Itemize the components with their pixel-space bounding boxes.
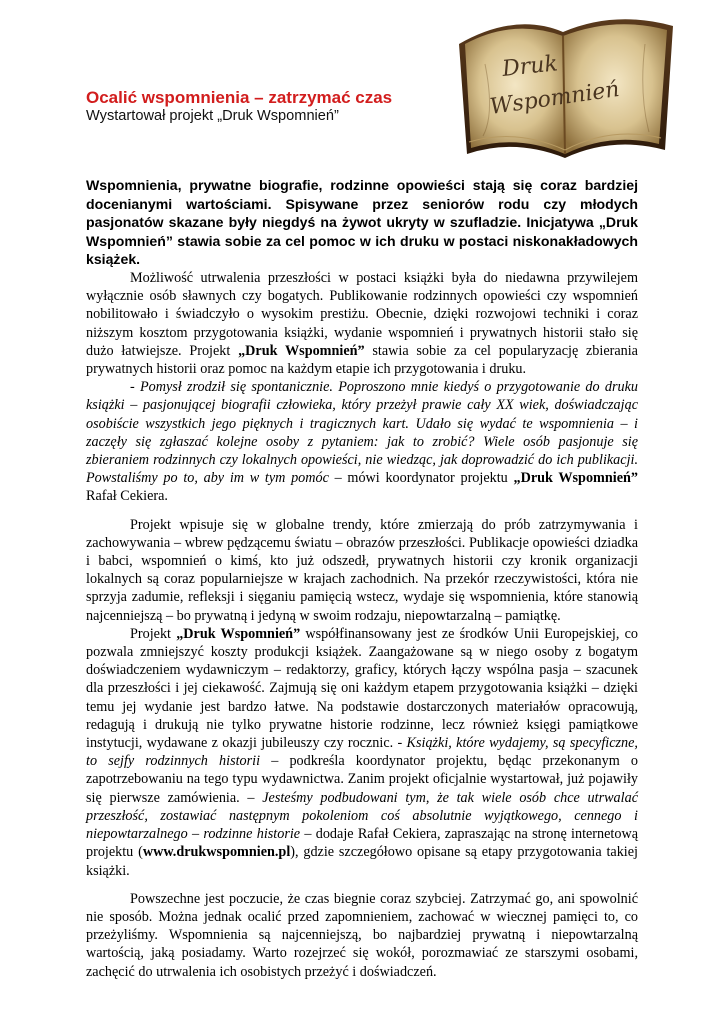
paragraph — [86, 269, 638, 378]
text-run: współfinansowany jest ze środków Unii Europejskiej, co pozwala zmniejszyć koszty produkcji książek. Zaangażowane są w niego osoby z bogatym doświadczeniem wydawniczym – redaktorzy, graficy, których łączy wspólna pasja – szacunek dla przeszłości i jej ciekawość. Zajmują się oni każdym etapem przygotowania książki – dzięki temu jej wydanie jest bardzo łatwe. Na podstawie dostarczonych materiałów opracowują, redagują i drukują nie tylko prywatne historie rodzinne, lecz również księgi pamiątkowe instytucji, wydawane z okazji jubileuszy czy rocznic. - — [86, 625, 638, 752]
quote: Książki, które wydajemy, są specyficzne, to sejfy rodzinnych historii — [86, 735, 638, 770]
logo-text-line1: Druk — [501, 51, 559, 82]
article-lead: Wspomnienia, prywatne biografie, rodzinne opowieści stają się coraz bardziej docenianymi wartościami. Spisywane przez seniorów rodu czy młodych pasjonatów skazane były niegdyś na żywot ukryty w szufladzie. Inicjatywa „Druk Wspomnień” stawia sobie za cel pomoc w ich druku w postaci niskonakładowych książek. — [86, 177, 638, 267]
text-run: Projekt — [130, 625, 177, 642]
text-run: – podkreśla koordynator projektu, będąc przekonanym o zapotrzebowaniu na tego typu wydawnictwa. Zanim projekt oficjalnie wystartował, już pojawiły się pierwsze zamówienia. – — [86, 753, 638, 806]
open-book-icon — [455, 4, 677, 162]
text-run: – dodaje Rafał Cekiera, zapraszając na stronę internetową projektu ( — [86, 826, 638, 861]
paragraph: Projekt wpisuje się w globalne trendy, które zmierzają do prób zatrzymywania i zachowywania – wbrew pędzącemu światu – obrazów przeszłości. Publikacje opowieści dziadka i babci, wspomnień o kimś, kto już odszedł, prywatnych historii czy kronik organizacji lokalnych są coraz popularniejsze w krajach zachodnich. Na przekór rzeczywistości, która nie sprzyja zadumie, refleksji i sięganiu pamięcią wstecz, wydaje się wspomnienia, które stanowią najcenniejszą – bo prywatną i jedyną w swoim rodzaju, niepowtarzalną – pamiątkę. — [86, 516, 638, 624]
article-title: Ocalić wspomnienia – zatrzymać czas — [86, 88, 393, 107]
article-body — [86, 269, 638, 981]
text-run: Możliwość utrwalenia przeszłości w postaci książki była do niedawna przywilejem wyłącznie osób sławnych czy bogatych. Publikowanie rodzinnych opowieści czy wspomnień nobilitowało i świadczyło o wysokim prestiżu. Obecnie, dzięki rozwojowi techniki i coraz niższym kosztom przygotowania książki, wydanie wspomnień i prywatnych historii stało się dużo łatwiejsze. Projekt — [86, 270, 638, 359]
text-run: stawia sobie za cel popularyzację zbierania prywatnych historii oraz pomoc na każdym etapie ich przygotowania i druku. — [86, 342, 638, 378]
quote: Jesteśmy podbudowani tym, że tak wiele osób chce utrwalać przeszłość, zostawiać następnym pokoleniom coś absolutnie wyjątkowego, cennego i niepowtarzalnego – rodzinne historie — [86, 789, 638, 843]
article-subtitle: Wystartował projekt „Druk Wspomnień” — [86, 108, 339, 124]
paragraph: Powszechne jest poczucie, że czas biegnie coraz szybciej. Zatrzymać go, ani spowolnić nie sposób. Można jednak ocalić przed zapomnieniem, zachować w wiecznej pamięci to, co przeżyliśmy. Wspomnienia są najcenniejszą, bo najbardziej prywatną i niepowtarzalną wartością, jaką posiadamy. Warto rozejrzeć się wokół, porozmawiać ze starszymi osobami, zachęcić do utrwalenia ich osobistych przeżyć i doświadczeń. — [86, 890, 638, 980]
logo-text-line2: Wspomnień — [488, 77, 622, 120]
text-run: Rafał Cekiera. — [86, 488, 168, 505]
project-name: „Druk Wspomnień” — [513, 470, 638, 487]
website-link[interactable]: www.drukwspomnien.pl — [142, 844, 291, 861]
paragraph — [86, 625, 638, 880]
quote: Pomysł zrodził się spontanicznie. Poproszono mnie kiedyś o przygotowanie do druku książki – pasjonującej biografii człowieka, który przeżył prawie cały XX wiek, doświadczając osobiście wszystkich jego pięknych i tragicznych kart. Udało się wydać te wspomnienia – i zaczęły się zgłaszać kolejne osoby z pytaniem: jak to zrobić? Wiele osób pasjonuje się zbieraniem rodzinnych czy lokalnych opowieści, nie wiedząc, jak doprowadzić do ich publikacji. Powstaliśmy po to, aby im w tym pomóc — [86, 379, 638, 487]
text-run: – mówi koordynator projektu — [328, 470, 514, 487]
text-run: - — [130, 379, 140, 396]
paragraph — [86, 378, 638, 505]
project-name: „Druk Wspomnień” — [238, 342, 365, 359]
project-name: „Druk Wspomnień” — [176, 625, 301, 642]
text-run: ), gdzie szczegółowo opisane są etapy przygotowania takiej książki. — [86, 844, 638, 879]
